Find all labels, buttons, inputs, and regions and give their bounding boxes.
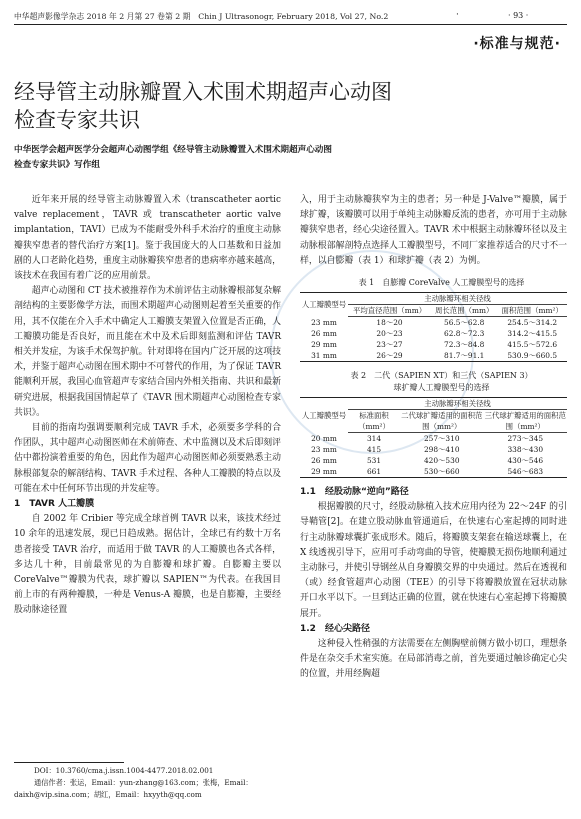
table-cell: 298～410 [423,445,460,455]
table-cell: 23～27 [376,340,403,350]
table-cell: 314 [366,434,382,444]
table-1-grid [300,292,567,362]
table-2-caption-2: 球扩瓣人工瓣膜型号的选择 [393,383,490,393]
section-tag: ·标准与规范· [473,36,561,52]
table-1-header-c: 面积范围（mm²） [497,305,567,317]
table-1-header-group: 主动脉瓣环相关径线 [348,293,567,305]
table-cell: 661 [348,466,400,478]
table-2-body [300,433,567,478]
section-1-heading: 1 TAVR 人工瓣膜 [14,499,95,510]
left-column [14,193,281,619]
contact-line-2: daixh@vip.sina.com；胡红，Email：hxyyth@qq.com [14,790,202,799]
table-1 [300,277,567,362]
table-cell: 531 [366,456,382,466]
table-cell: 62.8～72.3 [444,329,485,339]
valve-selection-paragraph: 入，用于主动脉瓣狭窄为主的患者；另一种是 J-Valve™瓣膜，属于球扩瓣，该瓣膜可以用于单纯主动脉瓣反流的患者，亦可用于主动脉瓣狭窄患者，经心尖途径置入。TAVR 术中根据主动脉瓣环径以及主动脉根部解剖特点选择人工瓣膜型号，不同厂家推荐适合的尺寸不一样，以自膨瓣（表 1）和球扩瓣（表 2）为例。 [300,195,567,266]
table-cell: 29 mm [311,340,337,350]
table-1-header-model: 人工瓣膜型号 [300,293,348,317]
table-cell: 26～29 [348,350,431,362]
table-cell: 314.2～415.5 [507,329,558,339]
table-2-header-b: 二代球扩瓣适用的面积范围（mm²） [401,411,483,432]
table-cell: 530～660 [400,466,484,478]
intro-paragraph: 近年来开展的经导管主动脉瓣置入术（transcatheter aortic valve replacement，TAVR 或 transcatheter aortic valve implantation，TAVI）已成为不能耐受外科手术治疗的重度主动脉瓣狭窄患者的替代治疗方案[1]。鉴于我国庞大的人口基数和日益加剧的人口老龄化趋势，重度主动脉瓣狭窄患者的患病率亦越来越高，该技术在我国有着广泛的应用前景。 [14,195,281,282]
echo-role-paragraph: 超声心动图和 CT 技术被推荐作为术前评估主动脉瓣根部复杂解剖结构的主要影像学方法，而围术期超声心动图则起着至关重要的作用，其不仅能在介入手术中确定人工瓣膜支架置入位置是否正确，人工瓣膜功能是否良好，而且能在术中及术后即刻监测和评估 TAVR 相关并发症，为该手术保驾护航。针对即将在国内广泛开展的这项技术，并鉴于超声心动图在围术期中不可替代的作用，为了保证 TAVR 能顺利开展，我国心血管超声专家结合国内外相关指南、共识和最新研究进展，根据我国国情起草了《TAVR 围术期超声心动图检查专家共识》。 [14,286,281,418]
table-cell: 26 mm [311,456,337,466]
guideline-paragraph: 目前的指南均强调要顺利完成 TAVR 手术，必须要多学科的合作团队，其中超声心动图医师在术前筛查、术中监测以及术后即刻评估中都扮演着重要的角色，因此作为超声心动图医师必须要熟悉主动脉根部复杂的解剖结构、TAVR 手术过程、各种人工瓣膜的特点以及可能在术中任何环节出现的并发症等。 [14,423,281,494]
table-cell: 338～430 [507,445,544,455]
title-line-1: 经导管主动脉瓣置入术围术期超声心动图 [14,80,392,104]
contact-line-1: 通信作者：张运，Email：yun-zhang@163.com；张梅，Email： [34,778,253,787]
table-row [300,444,567,455]
right-column [300,193,567,683]
table-cell: 81.7～91.1 [431,350,497,362]
table-cell: 415 [366,445,382,455]
table-row [300,350,567,362]
section-1-1-heading: 1.1 经股动脉“逆向”路径 [300,487,409,498]
table-cell: 430～546 [507,456,544,466]
table-1-header-b: 周长范围（mm） [431,305,497,317]
table-2 [300,370,567,478]
journal-header: 中华超声影像学杂志 2018 年 2 月第 27 卷第 2 期 Chin J Ultrasonogr, February 2018, Vol 27, No.2 [14,12,389,21]
title-line-2: 检查专家共识 [14,108,140,132]
table-2-caption-1: 表 2 二代（SAPIEN XT）和三代（SAPIEN 3） [350,371,533,381]
table-2-header-model: 人工瓣膜型号 [300,398,348,433]
table-2-header-a: 标准面积（mm²） [348,410,400,433]
table-cell: 26 mm [311,329,337,339]
table-cell: 29 mm [300,466,348,478]
table-cell: 415.5～572.6 [507,340,558,350]
table-row [300,466,567,478]
table-cell: 546～683 [484,466,568,478]
table-row [300,328,567,339]
table-cell: 18～20 [376,318,403,328]
table-2-header-group: 主动脉瓣环相关径线 [348,398,567,410]
table-cell: 257～310 [423,434,460,444]
table-cell: 420～530 [423,456,460,466]
footnote-rule [14,762,124,763]
table-row [300,339,567,350]
author-line-2: 检查专家共识》写作组 [14,160,100,170]
author-line-1: 中华医学会超声医学分会超声心动图学组《经导管主动脉瓣置入术围术期超声心动图 [14,145,332,155]
table-row [300,455,567,466]
table-cell: 20～23 [376,329,403,339]
transapical-paragraph: 这种侵入性稍强的方法需要在左侧胸壁前侧方做小切口，理想条件是在杂交手术室实施。在局部消毒之前，首先要通过触诊确定心尖的位置，并用经胸超 [300,639,567,680]
table-1-header-a: 平均直径范围（mm） [348,305,431,317]
table-1-caption: 表 1 自膨瓣 CoreValve 人工瓣膜型号的选择 [358,278,525,288]
doi-line: DOI：10.3760/cma.j.issn.1004-4477.2018.02.001 [34,766,214,775]
page-number: · 93 · [508,11,529,20]
table-cell: 273～345 [507,434,544,444]
table-2-grid [300,397,567,478]
table-cell: 56.5～62.8 [444,318,485,328]
table-1-body [300,317,567,362]
transfemoral-paragraph: 根据瓣膜的尺寸，经股动脉植入技术应用内径为 22～24F 的引导鞘管[2]。在建立股动脉血管通道后，在快速右心室起搏的同时进行主动脉瓣球囊扩张成形术。随后，将瓣膜支架套在输送球囊上，在 X 线透视引导下，应用可手动弯曲的导管，使瓣膜无损伤地顺利通过主动脉弓，并使引导钢丝从自身瓣膜交界的中央通过。然后在透视和（或）经食管超声心动图（TEE）的引导下将瓣膜放置在冠状动脉开口水平以下。一旦到达正确的位置，就在快速右心室起搏下将瓣膜展开。 [300,502,567,619]
table-2-header-c: 三代球扩瓣适用的面积范围（mm²） [484,411,566,432]
table-row [300,433,567,445]
paper-title [14,78,534,134]
table-cell: 31 mm [300,350,348,362]
table-cell: 23 mm [311,317,337,327]
footnote [14,765,279,801]
header-rule [14,24,567,25]
table-cell: 23 mm [311,445,337,455]
table-row [300,317,567,329]
author-group [14,143,554,173]
table-cell: 20 mm [311,433,337,443]
table-cell: 72.3～84.8 [444,340,485,350]
header-dot: · [456,10,459,20]
valve-history-paragraph: 自 2002 年 Cribier 等完成全球首例 TAVR 以来，该技术经过 10 余年的迅速发展，现已日趋成熟。据估计，全球已有约数十万名患者接受 TAVR 治疗，而适用于做 TAVR 的人工瓣膜也各式各样，多达几十种，目前最常见的为自膨瓣和球扩瓣。自膨瓣主要以 CoreValve™瓣膜为代表，球扩瓣以 SAPIEN™为代表。在我国目前上市的有两种瓣膜，一种是 Venus-A 瓣膜，也是自膨瓣，主要经股动脉途径置 [14,514,281,616]
table-cell: 530.9～660.5 [497,350,567,362]
table-cell: 254.5～314.2 [507,318,558,328]
section-1-2-heading: 1.2 经心尖路径 [300,623,370,634]
